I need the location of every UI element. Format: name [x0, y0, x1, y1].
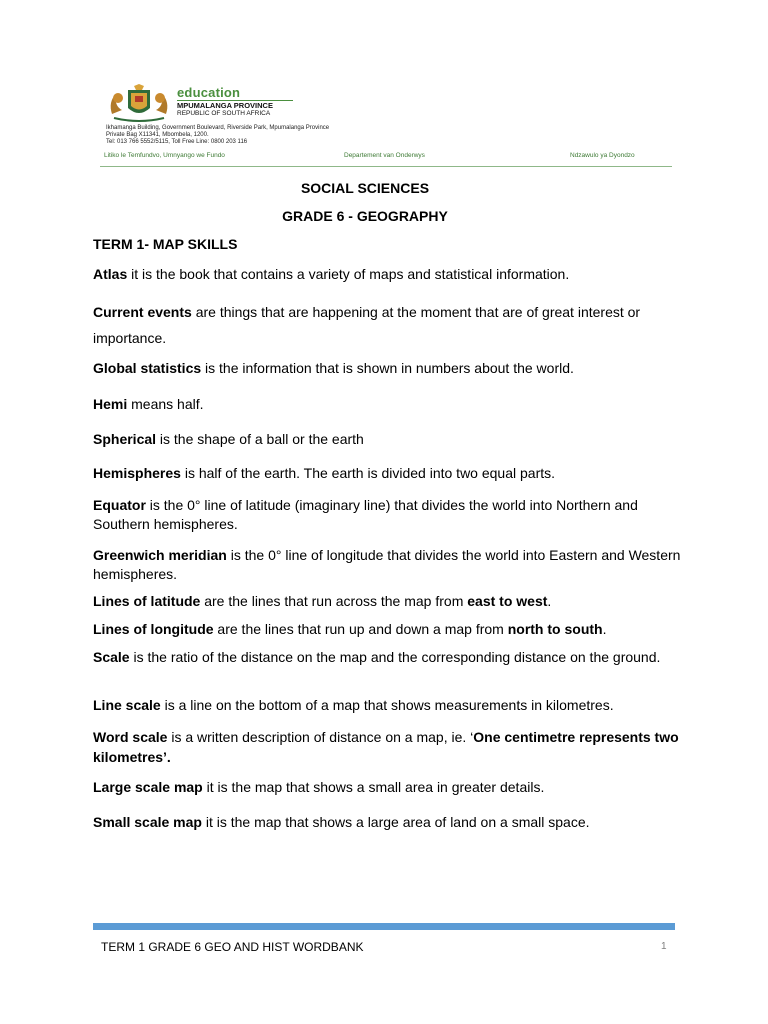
- entry-term: Small scale map: [93, 814, 202, 830]
- entry-text: is the 0° line of latitude (imaginary line) that divides the world into Northern and Southern hemispheres.: [93, 497, 638, 532]
- entry-small-scale-map: [93, 813, 683, 832]
- term-heading: TERM 1- MAP SKILLS: [93, 236, 238, 252]
- entry-term: Current events: [93, 304, 192, 320]
- entry-term: Line scale: [93, 697, 161, 713]
- entry-text-end: .: [547, 593, 552, 609]
- entry-emphasis: north to south: [507, 621, 603, 637]
- entry-text: is the information that is shown in numbers about the world.: [201, 360, 574, 376]
- entry-spherical: [93, 430, 683, 449]
- entry-line-scale: [93, 696, 683, 715]
- entry-term: Atlas: [93, 266, 128, 282]
- entry-text: is a line on the bottom of a map that shows measurements in kilometres.: [160, 697, 614, 713]
- entry-term: Global statistics: [93, 360, 202, 376]
- entry-emphasis: One centimetre represents two kilometres’.: [93, 729, 679, 765]
- entry-global-statistics: [93, 359, 683, 378]
- entry-hemi: [93, 395, 683, 414]
- entry-current-events: [93, 299, 683, 351]
- address-line-2: Private Bag X11341, Mbombela, 1200.: [106, 132, 209, 138]
- province-name: MPUMALANGA PROVINCE: [177, 101, 273, 110]
- entry-text: is the 0° line of longitude that divides the world into Eastern and Western hemispheres.: [93, 547, 681, 582]
- entry-term: Spherical: [93, 431, 157, 447]
- entry-text: is the ratio of the distance on the map and the corresponding distance on the ground.: [129, 649, 661, 665]
- entry-text: it is the map that shows a large area of land on a small space.: [201, 814, 590, 830]
- entry-text: it is the map that shows a small area in greater details.: [202, 779, 545, 795]
- country-name: REPUBLIC OF SOUTH AFRICA: [177, 110, 271, 117]
- entry-term: Lines of latitude: [93, 593, 201, 609]
- entry-greenwich-meridian: [93, 546, 683, 583]
- grade-title: GRADE 6 - GEOGRAPHY: [282, 208, 448, 224]
- entry-text-end: .: [602, 621, 607, 637]
- coat-of-arms-icon: [104, 84, 174, 124]
- entry-text: is half of the earth. The earth is divided into two equal parts.: [180, 465, 556, 481]
- language-line-2: Departement van Onderwys: [344, 152, 425, 159]
- language-line-3: Ndzawulo ya Dyondzo: [570, 152, 635, 159]
- letterhead-divider: [100, 166, 672, 167]
- entry-term: Hemispheres: [93, 465, 181, 481]
- brand-name: education: [177, 85, 241, 100]
- address-line-3: Tel: 013 766 5552/5115, Toll Free Line: 0800 203 116: [106, 139, 248, 145]
- page-number: 1: [661, 941, 667, 952]
- entry-term: Word scale: [93, 729, 168, 745]
- entry-lines-of-latitude: [93, 592, 683, 611]
- letterhead: [100, 84, 672, 170]
- subject-title: SOCIAL SCIENCES: [300, 180, 430, 196]
- footer-title: TERM 1 GRADE 6 GEO AND HIST WORDBANK: [101, 940, 364, 954]
- entry-scale: [93, 648, 683, 667]
- entry-term: Equator: [93, 497, 146, 513]
- entry-text: are things that are happening at the moment that are of great interest or importance.: [93, 304, 641, 346]
- entry-text: is the shape of a ball or the earth: [156, 431, 364, 447]
- entry-hemispheres: [93, 464, 683, 483]
- entry-equator: [93, 496, 683, 533]
- entry-emphasis: east to west: [467, 593, 548, 609]
- entry-word-scale: [93, 727, 683, 767]
- address-line-1: Ikhamanga Building, Government Boulevard, Riverside Park, Mpumalanga Province: [106, 125, 330, 131]
- entry-term: Greenwich meridian: [93, 547, 227, 563]
- entry-atlas: [93, 265, 683, 284]
- entry-text: is a written description of distance on a map, ie. ‘: [167, 729, 474, 745]
- entry-term: Lines of longitude: [93, 621, 214, 637]
- language-line-1: Litiko le Temfundvo, Umnyango we Fundo: [104, 152, 225, 159]
- entry-text: it is the book that contains a variety of maps and statistical information.: [127, 266, 570, 282]
- entry-text: means half.: [127, 396, 204, 412]
- entry-term: Large scale map: [93, 779, 203, 795]
- entry-text: are the lines that run up and down a map from: [213, 621, 508, 637]
- entry-term: Hemi: [93, 396, 128, 412]
- footer-bar: [93, 923, 675, 930]
- entry-large-scale-map: [93, 778, 683, 797]
- entry-term: Scale: [93, 649, 130, 665]
- entry-lines-of-longitude: [93, 620, 683, 639]
- entry-text: are the lines that run across the map from: [200, 593, 468, 609]
